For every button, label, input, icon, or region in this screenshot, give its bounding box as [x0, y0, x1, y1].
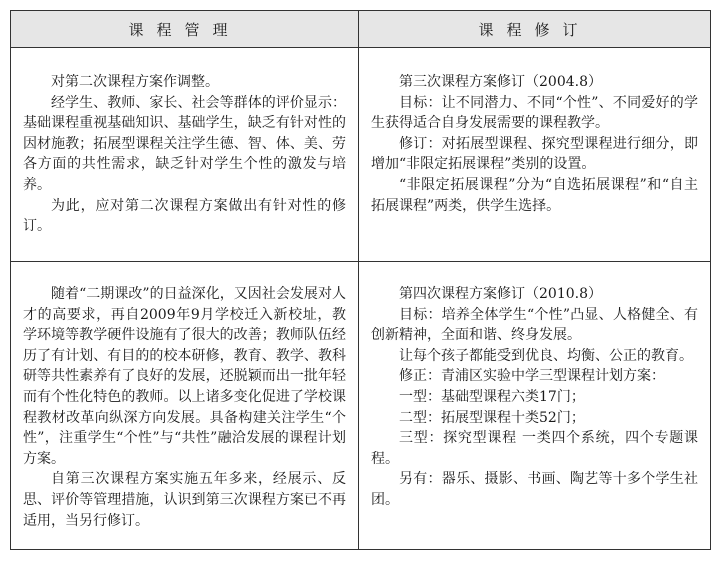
- revision-2-equity: 让每个孩子都能受到优良、均衡、公正的教育。: [399, 347, 693, 364]
- revision-cell-2: [359, 262, 711, 550]
- table-row-third-revision: [11, 48, 711, 262]
- management-1-paragraph-1: 对第二次课程方案作调整。: [51, 74, 219, 90]
- revision-1-goal: 目标：让不同潜力、不同“个性”、不同爱好的学生获得适合自身发展需要的课程教学。: [371, 94, 698, 132]
- management-1-paragraph-2: 经学生、教师、家长、社会等群体的评价显示：基础课程重视基础知识、基础学生，缺乏有针对性的因材施教；拓展型课程关注学生德、智、体、美、劳各方面的共性需求，缺乏针对学生个性的激发与培养。: [23, 94, 346, 193]
- management-1-paragraph-3: 为此，应对第二次课程方案做出有针对性的修订。: [23, 197, 346, 235]
- table-row-fourth-revision: [11, 262, 711, 550]
- revision-1-categories: “非限定拓展课程”分为“自选拓展课程”和“自主拓展课程”两类，供学生选择。: [371, 176, 698, 214]
- management-2-paragraph-2: 自第三次课程方案实施五年多来，经展示、反思、评价等管理措施，认识到第三次课程方案已不再适用，当另行修订。: [23, 471, 346, 529]
- revision-2-plan: 修正：青浦区实验中学三型课程计划方案：: [399, 368, 665, 385]
- management-2-paragraph-1: 随着“二期课改”的日益深化，又因社会发展对人才的高要求，再自2009年9月学校迁入新校址，教学环境等教学硬件设施有了很大的改善；教师队伍经历了有计划、有目的的校本研修，教育、教学、教科研等共性素养有了良好的发展，还脱颖而出一批年轻而有个性化特色的教师。以上诸多变化促进了学校课程教材改革向纵深方向发展。具备构建关注学生“个性”，注重学生“个性”与“共性”融洽发展的课程计划方案。: [23, 286, 346, 467]
- management-cell-2: [11, 262, 359, 550]
- revision-2-title: 第四次课程方案修订（2010.8）: [399, 286, 602, 302]
- management-cell-1: [11, 48, 359, 262]
- revision-2-goal: 目标：培养全体学生“个性”凸显、人格健全、有创新精神，全面和谐、终身发展。: [371, 306, 698, 344]
- course-table: [10, 10, 711, 550]
- revision-1-change: 修订：对拓展型课程、探究型课程进行细分，即增加“非限定拓展课程”类别的设置。: [371, 135, 698, 173]
- revision-2-type-three: 三型：探究型课程 一类四个系统，四个专题课程。: [371, 430, 698, 467]
- header-row: [11, 11, 711, 48]
- revision-2-type-two: 二型：拓展型课程十类52门；: [399, 409, 585, 426]
- revision-2-type-one: 一型：基础型课程六类17门；: [399, 388, 585, 405]
- revision-1-title: 第三次课程方案修订（2004.8）: [399, 74, 602, 90]
- revision-cell-1: [359, 48, 711, 262]
- revision-2-clubs: 另有：器乐、摄影、书画、陶艺等十多个学生社团。: [371, 471, 698, 508]
- header-course-management: 课程管理: [11, 11, 359, 48]
- header-course-revision: 课程修订: [359, 11, 711, 48]
